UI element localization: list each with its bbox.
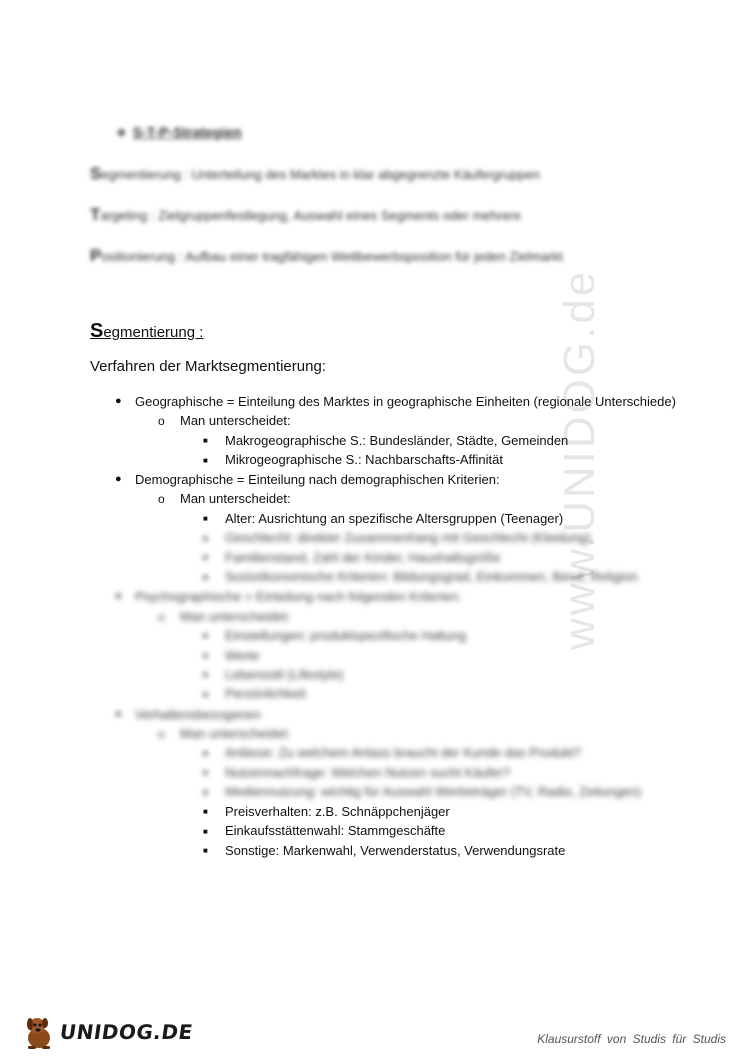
- outline-detail: Persönlichkeit: [225, 686, 306, 701]
- stp-line-positionierung: Positionierung : Aufbau einer tragfähigen Wettbewerbsposition für jeden Zielmarkt: [90, 246, 563, 265]
- outline-item-geographische: Geographische = Einteilung des Marktes in geographische Einheiten (regionale Unterschiede): [135, 394, 676, 409]
- circle-bullet-icon: o: [158, 492, 165, 506]
- square-bullet-icon: ■: [203, 670, 208, 679]
- outline-subitem: Man unterscheidet:: [180, 491, 291, 506]
- outline-detail: Einkaufsstättenwahl: Stammgeschäfte: [225, 823, 446, 838]
- dog-mascot-icon: [22, 1014, 56, 1050]
- square-bullet-icon: ■: [203, 807, 208, 816]
- outline-subitem: Man unterscheidet:: [180, 726, 291, 741]
- outline-detail: Mikrogeographische S.: Nachbarschafts-Affinität: [225, 452, 503, 467]
- outline-detail: Alter: Ausrichtung an spezifische Altersgruppen (Teenager): [225, 511, 564, 526]
- outline-detail: Geschlecht: direkter Zusammenhang mit Geschlecht (Kleidung): [225, 530, 591, 545]
- logo-text: UNIDOG.DE: [58, 1020, 195, 1044]
- circle-bullet-icon: o: [158, 727, 165, 741]
- outline-item-psychographische: Psychographische = Einteilung nach folgenden Kriterien:: [135, 589, 462, 604]
- outline-detail: Preisverhalten: z.B. Schnäppchenjäger: [225, 804, 450, 819]
- unidog-logo: [22, 1012, 193, 1052]
- square-bullet-icon: ■: [203, 749, 208, 758]
- disc-bullet-icon: ●: [115, 590, 122, 602]
- disc-bullet-icon: ●: [115, 708, 122, 720]
- square-bullet-icon: ■: [203, 846, 208, 855]
- outline-detail: Sonstige: Markenwahl, Verwenderstatus, Verwendungsrate: [225, 843, 566, 858]
- section-subtitle: Verfahren der Marktsegmentierung:: [90, 358, 326, 375]
- outline-detail: Einstellungen: produktspezifische Haltung: [225, 628, 467, 643]
- stp-heading: ❖ S-T-P-Strategien: [116, 124, 242, 140]
- section-title: Segmentierung :: [90, 320, 204, 342]
- square-bullet-icon: ■: [203, 456, 208, 465]
- outline-detail: Familienstand, Zahl der Kinder, Haushaltsgröße: [225, 550, 501, 565]
- stp-line-targeting: Targeting : Zielgruppenfestlegung, Auswahl eines Segments oder mehrere: [90, 205, 521, 224]
- square-bullet-icon: ■: [203, 573, 208, 582]
- square-bullet-icon: ■: [203, 651, 208, 660]
- outline-detail: Sozioökonomische Kriterien: Bildungsgrad, Einkommen, Beruf, Religion: [225, 569, 638, 584]
- outline-detail: Anlässe: Zu welchem Anlass braucht der Kunde das Produkt?: [225, 745, 582, 760]
- square-bullet-icon: ■: [203, 690, 208, 699]
- square-bullet-icon: ■: [203, 768, 208, 777]
- square-bullet-icon: ■: [203, 788, 208, 797]
- square-bullet-icon: ■: [203, 827, 208, 836]
- outline-detail: Werte: [225, 648, 260, 663]
- watermark: www.UNIDOG.de: [555, 268, 604, 650]
- stp-line-segmentierung: Segmentierung : Unterteilung des Marktes in klar abgegrenzte Käufergruppen: [90, 164, 540, 183]
- diamond-bullet-icon: ❖: [116, 126, 127, 140]
- square-bullet-icon: ■: [203, 631, 208, 640]
- disc-bullet-icon: ●: [115, 473, 122, 485]
- square-bullet-icon: ■: [203, 534, 208, 543]
- disc-bullet-icon: ●: [115, 395, 122, 407]
- outline-item-demographische: Demographische = Einteilung nach demographischen Kriterien:: [135, 472, 500, 487]
- outline-detail: Nutzennachfrage: Welchen Nutzen sucht Käufer?: [225, 765, 511, 780]
- square-bullet-icon: ■: [203, 436, 208, 445]
- outline-item-verhaltensbezogenen: Verhaltensbezogenen: [135, 707, 261, 722]
- circle-bullet-icon: o: [158, 610, 165, 624]
- outline-detail: Mediennutzung: wichtig für Auswahl Werbeträger (TV, Radio, Zeitungen): [225, 784, 642, 799]
- outline-detail: Makrogeographische S.: Bundesländer, Städte, Gemeinden: [225, 433, 569, 448]
- outline-subitem: Man unterscheidet:: [180, 609, 291, 624]
- footer-tagline: Klausurstoff von Studis für Studis: [537, 1032, 726, 1046]
- outline-detail: Lebensstil (Lifestyle): [225, 667, 344, 682]
- square-bullet-icon: ■: [203, 553, 208, 562]
- outline-subitem: Man unterscheidet:: [180, 413, 291, 428]
- square-bullet-icon: ■: [203, 514, 208, 523]
- circle-bullet-icon: o: [158, 414, 165, 428]
